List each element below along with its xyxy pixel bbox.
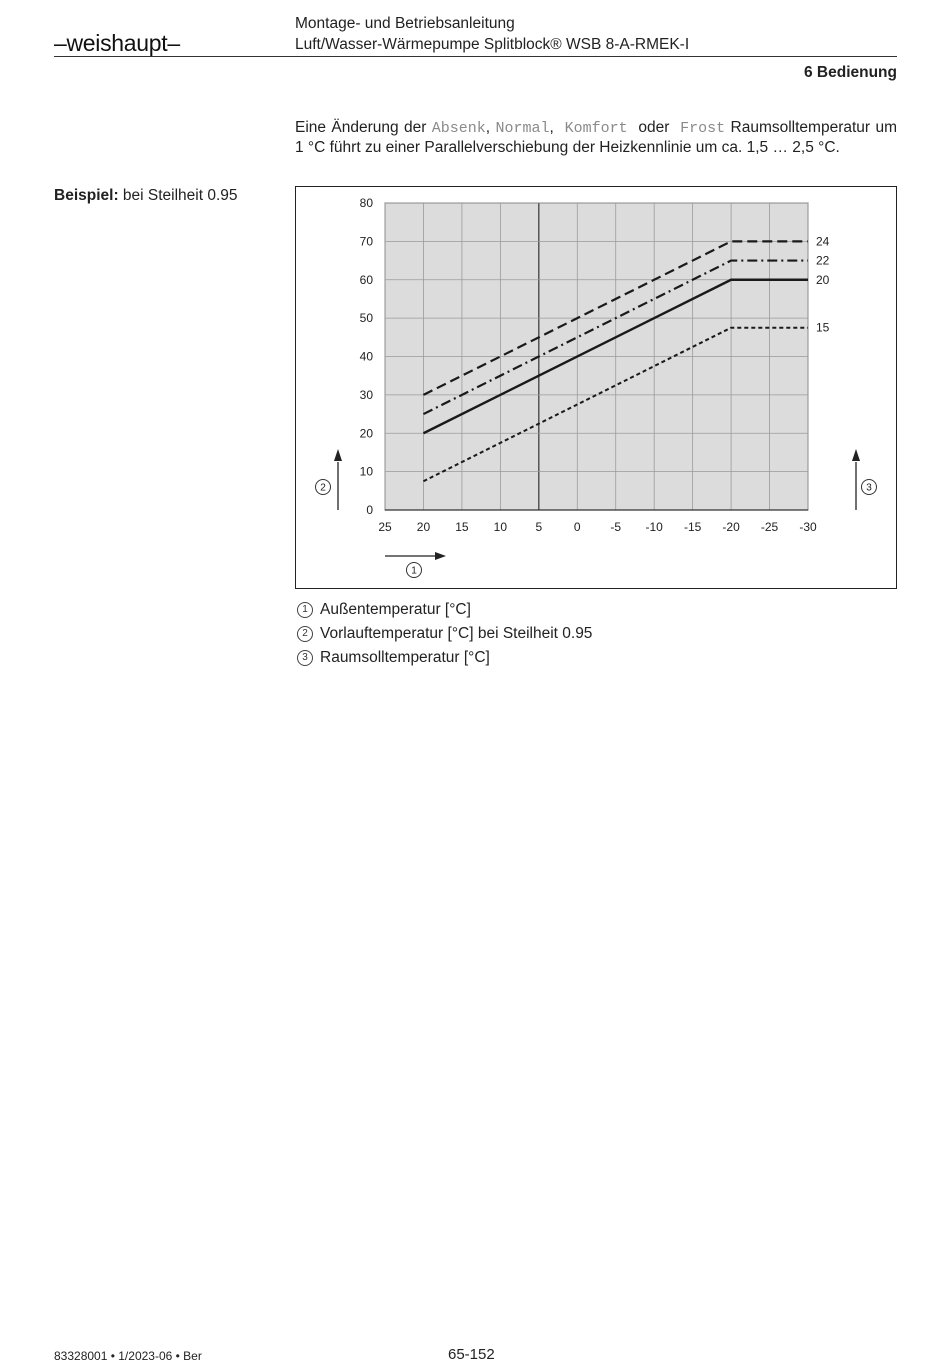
footer-doc-ref: 83328001 • 1/2023-06 • Ber [54,1349,202,1363]
example-caption [54,187,238,205]
y-tick-label: 0 [366,503,373,517]
document-subtitle: Luft/Wasser-Wärmepumpe Splitblock® WSB 8-A-RMEK-I [295,36,690,53]
x-tick-label: -30 [799,520,817,534]
mode-absenk: Absenk [431,120,486,137]
legend-text-2: Vorlauftemperatur [°C] bei Steilheit 0.95 [320,625,593,642]
y-tick-label: 30 [359,387,373,402]
example-text: bei Steilheit 0.95 [118,187,238,204]
y-tick-label: 70 [359,234,373,249]
y-tick-label: 50 [359,311,373,326]
x-tick-label: -20 [722,520,740,534]
mode-frost: Frost [680,120,726,137]
legend-marker-3: 3 [297,650,313,666]
document-title: Montage- und Betriebsanleitung [295,15,515,32]
legend-item-3 [297,649,490,667]
x-tick-label: -10 [645,520,663,534]
intro-text-end: Raumsolltemperatur um 1 °C führt zu einer Parallelverschiebung der Heizkennlinie um ca. 1,5 … 2,5 °C. [295,119,897,156]
x-axis-arrow-head [435,552,446,560]
legend-item-1 [297,601,471,619]
x-tick-label: -15 [683,520,702,534]
y-tick-label: 20 [359,426,373,441]
series-label-22: 22 [816,253,830,268]
intro-text-start: Eine Änderung der [295,119,432,136]
series-label-20: 20 [816,272,830,287]
intro-paragraph [295,118,897,157]
x-tick-label: -25 [760,520,779,534]
x-tick-label: 15 [455,520,469,534]
section-heading: 6 Bedienung [803,64,897,81]
series-arrow-head [852,449,860,461]
series-marker-number: 3 [866,482,872,494]
intro-sep-2: , [549,119,565,136]
example-label: Beispiel: [54,187,119,204]
header-divider [54,56,897,57]
legend-text-3: Raumsolltemperatur [°C] [320,649,490,666]
x-tick-label: 5 [535,520,543,534]
mode-komfort: Komfort [564,120,628,137]
weishaupt-logo: –weishaupt– [54,30,180,56]
x-axis-marker-number: 1 [411,565,417,577]
legend-text-1: Außentemperatur [°C] [320,601,471,618]
y-tick-label: 10 [359,464,373,479]
legend-marker-2: 2 [297,626,313,642]
chart-frame [295,186,897,589]
x-tick-label: 10 [493,520,508,534]
legend-item-2 [297,625,592,643]
y-axis-arrow-head [334,449,342,461]
intro-sep-3: oder [627,119,681,136]
y-tick-label: 40 [359,349,373,364]
y-tick-label: 60 [359,272,373,287]
heating-curve-chart [296,187,896,588]
page-number: 65-152 [448,1346,495,1363]
x-tick-label: -5 [610,520,622,534]
mode-normal: Normal [495,120,550,137]
series-label-24: 24 [816,234,830,249]
x-tick-label: 20 [416,520,431,534]
legend-marker-1: 1 [297,602,313,618]
x-tick-label: 25 [378,520,392,534]
series-label-15: 15 [816,320,830,335]
y-tick-label: 80 [359,196,373,210]
intro-sep-1: , [485,119,496,136]
y-axis-marker-number: 2 [320,482,326,494]
x-tick-label: 0 [573,520,581,534]
